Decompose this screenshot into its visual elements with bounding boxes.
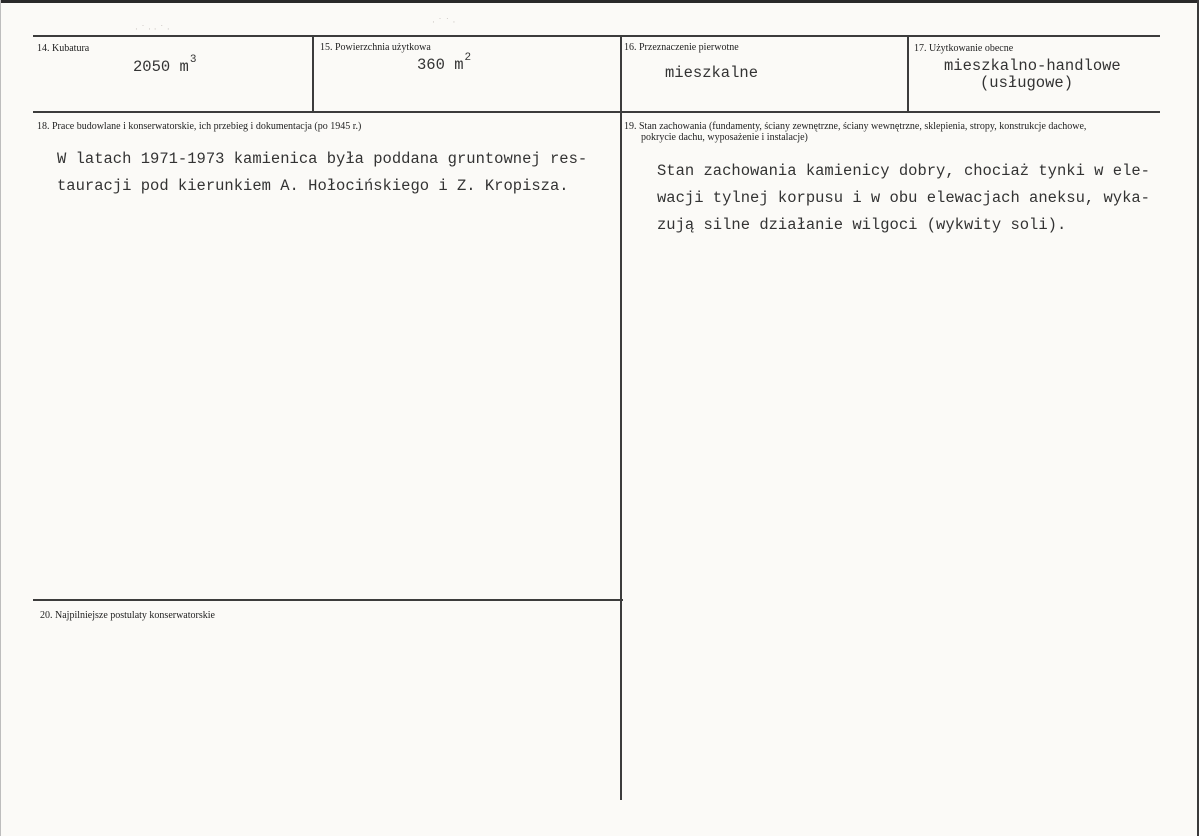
divider-16-17 bbox=[907, 35, 909, 113]
field-15-label: 15. Powierzchnia użytkowa bbox=[320, 42, 431, 53]
field-19-text-line: Stan zachowania kamienicy dobry, chociaż tynki w ele- bbox=[657, 162, 1150, 180]
field-19-text-line: wacji tylnej korpusu i w obu elewacjach aneksu, wyka- bbox=[657, 189, 1150, 207]
divider-14-15 bbox=[312, 35, 314, 113]
field-19-label-line2: pokrycie dachu, wyposażenie i instalacje) bbox=[641, 132, 808, 143]
card-top-edge bbox=[0, 0, 1199, 3]
field-17-value-line2: (usługowe) bbox=[980, 74, 1074, 92]
field-17-label: 17. Użytkowanie obecne bbox=[914, 43, 1014, 54]
field-14-value bbox=[133, 54, 197, 76]
field-14-number: 2050 m bbox=[133, 58, 189, 76]
field-19-text-line: zują silne działanie wilgoci (wykwity soli). bbox=[657, 216, 1067, 234]
field-19-label-line1: 19. Stan zachowania (fundamenty, ściany zewnętrzne, ściany wewnętrzne, sklepienia, stropy, konstrukcje dachowe, bbox=[624, 121, 1087, 132]
divider-center bbox=[620, 35, 622, 800]
field-17-value-line1: mieszkalno-handlowe bbox=[944, 57, 1121, 75]
field-15-number: 360 m bbox=[417, 56, 464, 74]
field-18-text bbox=[57, 146, 587, 200]
field-15-value bbox=[417, 52, 472, 74]
field-18-text-line: tauracji pod kierunkiem A. Hołocińskiego i Z. Kropisza. bbox=[57, 177, 569, 195]
field-18-label: 18. Prace budowlane i konserwatorskie, ich przebieg i dokumentacja (po 1945 r.) bbox=[37, 121, 362, 132]
rule-row2-bottom bbox=[33, 599, 623, 601]
field-16-label: 16. Przeznaczenie pierwotne bbox=[624, 42, 739, 53]
field-20-label: 20. Najpilniejsze postulaty konserwatorskie bbox=[40, 610, 215, 621]
rule-top bbox=[33, 35, 1160, 37]
field-18-text-line: W latach 1971-1973 kamienica była poddana gruntownej res- bbox=[57, 150, 588, 168]
field-14-label: 14. Kubatura bbox=[37, 43, 90, 54]
rule-row1-bottom bbox=[33, 111, 1160, 113]
bleed-through-mark: · ˙ ˙ · bbox=[432, 18, 456, 28]
field-14-unit-superscript: 3 bbox=[189, 54, 197, 66]
field-19-text bbox=[657, 158, 1150, 239]
bleed-through-mark: · ˙ · · ˙ · bbox=[135, 25, 170, 35]
card-left-edge bbox=[0, 0, 1, 836]
field-15-unit-superscript: 2 bbox=[464, 52, 472, 64]
field-16-value: mieszkalne bbox=[665, 64, 759, 82]
